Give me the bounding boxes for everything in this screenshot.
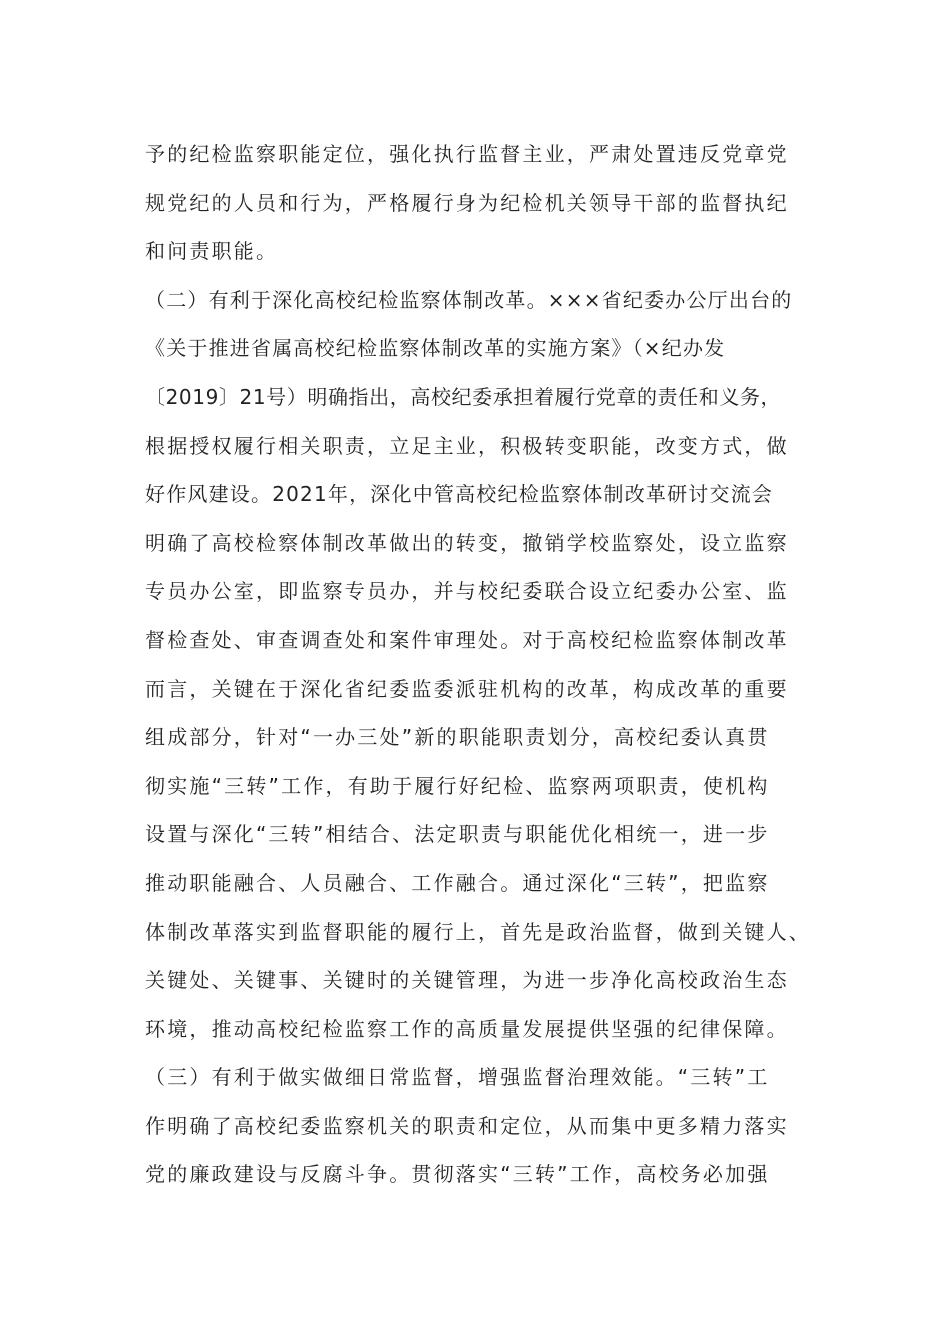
text-line: 督检查处、审查调查处和案件审理处。对于高校纪检监察体制改革 (145, 627, 789, 652)
section-heading-2: （二）有利于深化高校纪检监察体制改革。×××省纪委办公厅出台的 (145, 287, 793, 312)
text-line: 而言，关键在于深化省纪委监委派驻机构的改革，构成改革的重要 (145, 676, 789, 701)
text-line: 党的廉政建设与反腐斗争。贯彻落实“三转”工作，高校务必加强 (145, 1162, 770, 1187)
section-heading-3: （三）有利于做实做细日常监督，增强监督治理效能。“三转”工 (145, 1065, 770, 1090)
text-line: 推动职能融合、人员融合、工作融合。通过深化“三转”，把监察 (145, 870, 770, 895)
text-line: 关键处、关键事、关键时的关键管理，为进一步净化高校政治生态 (145, 968, 789, 993)
text-line: 明确了高校检察体制改革做出的转变，撤销学校监察处，设立监察 (145, 530, 789, 555)
text-line: 环境，推动高校纪检监察工作的高质量发展提供坚强的纪律保障。 (145, 1016, 789, 1041)
text-line: 根据授权履行相关职责，立足主业，积极转变职能，改变方式，做 (145, 433, 789, 458)
text-line: 《关于推进省属高校纪检监察体制改革的实施方案》（×纪办发 (145, 336, 726, 361)
text-line: 〔2019〕21号）明确指出，高校纪委承担着履行党章的责任和义务， (145, 384, 782, 409)
text-line: 体制改革落实到监督职能的履行上，首先是政治监督，做到关键人、 (145, 919, 811, 944)
text-line: 设置与深化“三转”相结合、法定职责与职能优化相统一，进一步 (145, 822, 770, 847)
text-line: 彻实施“三转”工作，有助于履行好纪检、监察两项职责，使机构 (145, 773, 770, 798)
text-line: 规党纪的人员和行为，严格履行身为纪检机关领导干部的监督执纪 (145, 190, 789, 215)
text-line: 和问责职能。 (145, 239, 279, 264)
text-line: 予的纪检监察职能定位，强化执行监督主业，严肃处置违反党章党 (145, 142, 789, 166)
text-line: 作明确了高校纪委监察机关的职责和定位，从而集中更多精力落实 (145, 1113, 789, 1138)
text-line: 组成部分，针对“一办三处”新的职能职责划分，高校纪委认真贯 (145, 725, 770, 750)
text-line: 专员办公室，即监察专员办，并与校纪委联合设立纪委办公室、监 (145, 579, 789, 604)
body-text (145, 130, 835, 1199)
text-line: 好作风建设。2021年，深化中管高校纪检监察体制改革研讨交流会 (145, 482, 774, 507)
